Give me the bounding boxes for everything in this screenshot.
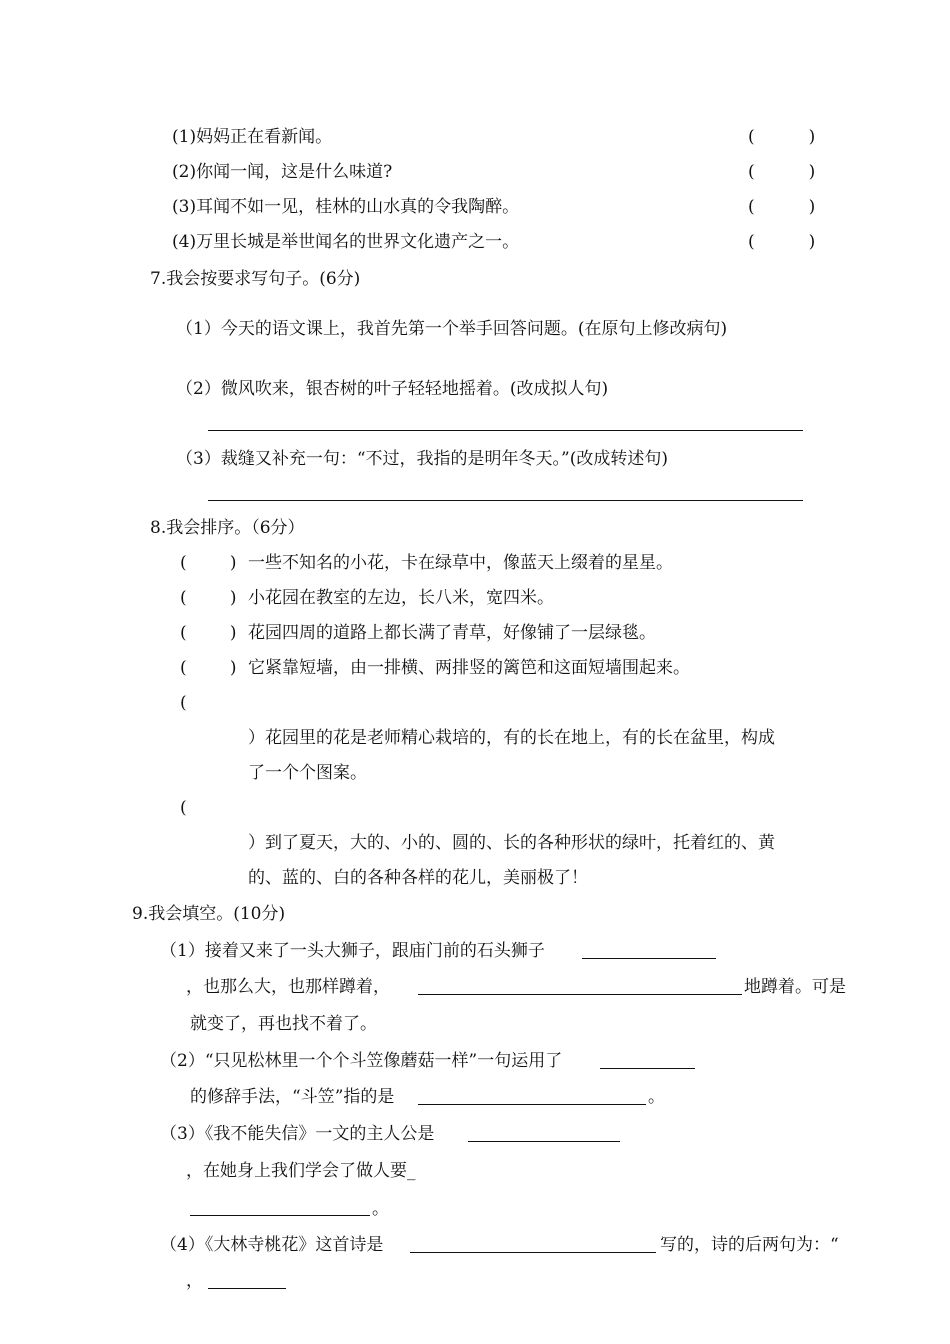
q9-part-4-c: ， bbox=[186, 1271, 203, 1291]
q9-part-3-c: 。 bbox=[372, 1199, 389, 1219]
q8-item-4: 它紧靠短墙，由一排横、两排竖的篱笆和这面短墙围起来。 bbox=[248, 658, 690, 678]
q9-part-1-a: （1）接着又来了一头大狮子，跟庙门前的石头狮子 bbox=[160, 941, 545, 961]
q9-part-2-c: 。 bbox=[648, 1087, 665, 1107]
q8-item-6-line-1: ）到了夏天，大的、小的、圆的、长的各种形状的绿叶，托着红的、黄 bbox=[248, 833, 775, 853]
q9-blank-4a[interactable] bbox=[410, 1252, 656, 1253]
q9-part-3-b: ，在她身上我们学会了做人要_ bbox=[186, 1161, 416, 1181]
q6-answer-2[interactable]: ( ) bbox=[748, 162, 816, 182]
q7-title: 7.我会按要求写句子。(6分) bbox=[150, 269, 361, 289]
q8-item-6-line-2: 的、蓝的、白的各种各样的花儿，美丽极了！ bbox=[248, 868, 588, 888]
q9-blank-1a[interactable] bbox=[582, 958, 716, 959]
q8-order-4[interactable]: ( ) bbox=[180, 658, 237, 678]
q9-part-1-b: ，也那么大，也那样蹲着， bbox=[186, 977, 390, 997]
q6-item-3: (3)耳闻不如一见，桂林的山水真的令我陶醉。 bbox=[172, 197, 520, 217]
q6-answer-1[interactable]: ( ) bbox=[748, 127, 816, 147]
q6-item-2: (2)你闻一闻，这是什么味道? bbox=[172, 162, 393, 182]
q9-part-3-a: （3）《我不能失信》一文的主人公是 bbox=[160, 1124, 435, 1144]
q7-item-3: （3）裁缝又补充一句：“不过，我指的是明年冬天。”(改成转述句) bbox=[176, 449, 668, 469]
q9-part-1-c: 地蹲着。可是 bbox=[744, 977, 846, 997]
q9-blank-2a[interactable] bbox=[600, 1068, 695, 1069]
q6-item-4: (4)万里长城是举世闻名的世界文化遗产之一。 bbox=[172, 232, 520, 252]
q8-order-5[interactable]: ( bbox=[180, 693, 187, 713]
q6-answer-3[interactable]: ( ) bbox=[748, 197, 816, 217]
q8-order-3[interactable]: ( ) bbox=[180, 623, 237, 643]
q8-item-1: 一些不知名的小花，卡在绿草中，像蓝天上缀着的星星。 bbox=[248, 553, 673, 573]
q7-answer-line-2[interactable] bbox=[208, 430, 803, 431]
q8-item-5-line-1: ）花园里的花是老师精心栽培的，有的长在地上，有的长在盆里，构成 bbox=[248, 728, 775, 748]
q6-answer-4[interactable]: ( ) bbox=[748, 232, 816, 252]
q6-item-1: (1)妈妈正在看新闻。 bbox=[172, 127, 333, 147]
q8-order-2[interactable]: ( ) bbox=[180, 588, 237, 608]
q8-item-5-line-2: 了一个个图案。 bbox=[248, 763, 367, 783]
q7-item-1: （1）今天的语文课上，我首先第一个举手回答问题。(在原句上修改病句) bbox=[176, 319, 728, 339]
q9-blank-3a[interactable] bbox=[468, 1141, 620, 1142]
q9-part-4-b: 写的，诗的后两句为：“ bbox=[660, 1235, 839, 1255]
q9-part-4-a: （4）《大林寺桃花》这首诗是 bbox=[160, 1235, 384, 1255]
q7-answer-line-3[interactable] bbox=[208, 500, 803, 501]
q8-order-1[interactable]: ( ) bbox=[180, 553, 237, 573]
q8-item-2: 小花园在教室的左边，长八米，宽四米。 bbox=[248, 588, 554, 608]
q9-title: 9.我会填空。(10分) bbox=[132, 904, 286, 924]
q9-blank-1b[interactable] bbox=[418, 994, 742, 995]
q9-blank-3b[interactable] bbox=[190, 1215, 370, 1216]
q9-part-2-a: （2）“只见松林里一个个斗笠像蘑菇一样”一句运用了 bbox=[160, 1051, 563, 1071]
q7-item-2: （2）微风吹来，银杏树的叶子轻轻地摇着。(改成拟人句) bbox=[176, 379, 609, 399]
q9-blank-4b[interactable] bbox=[208, 1288, 286, 1289]
q8-item-3: 花园四周的道路上都长满了青草，好像铺了一层绿毯。 bbox=[248, 623, 656, 643]
q8-order-6[interactable]: ( bbox=[180, 798, 187, 818]
q9-part-2-b: 的修辞手法，“斗笠”指的是 bbox=[190, 1087, 395, 1107]
q9-blank-2b[interactable] bbox=[418, 1104, 646, 1105]
q9-part-1-d: 就变了，再也找不着了。 bbox=[190, 1014, 377, 1034]
q8-title: 8.我会排序。（6分） bbox=[150, 518, 305, 538]
